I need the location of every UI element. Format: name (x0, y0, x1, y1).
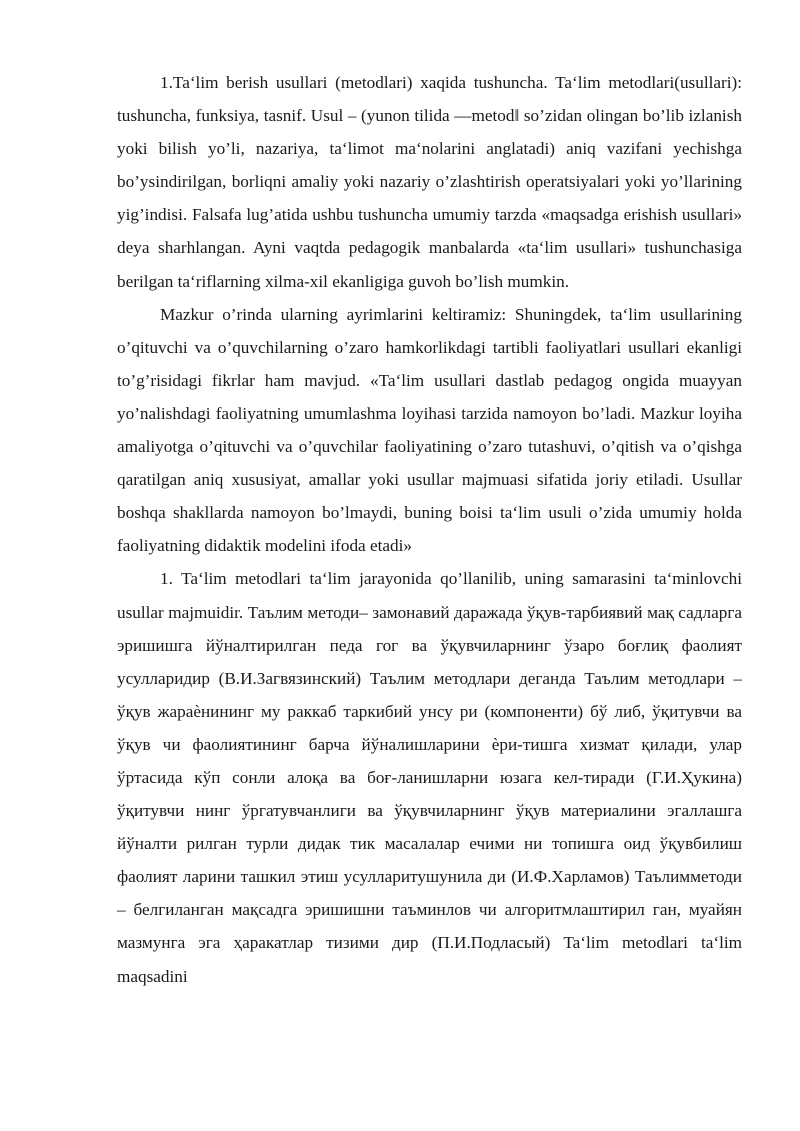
paragraph-methods: 1. Ta‘lim metodlari ta‘lim jarayonida qo’llanilib, uning samarasini ta‘minlovchi usullar majmuidir. Таълим методи– замонавий даражада ўқув-тарбиявий мақ садларга эришишга йўналтирилган педа гог ва ўқувчиларнинг ўзаро боғлиқ фаолият усулларидир (В.И.Загвязинский) Таълим методлари деганда Таълим методлари – ўқув жараѐнининг му раккаб таркибий унсу ри (компоненти) бў либ, ўқитувчи ва ўқув чи фаолиятининг барча йўналишларини ѐри-тишга хизмат қилади, улар ўртасида кўп сонли алоқа ва боғ-ланишларни юзага кел-тиради (Г.И.Ҳукина) ўқитувчи нинг ўргатувчанлиги ва ўқувчиларнинг ўқув материалини эгаллашга йўналти рилган турли дидак тик масалалар ечими ни топишга оид ўқувбилиш фаолият ларини ташкил этиш усулларитушунила ди (И.Ф.Харламов) Таълимметоди – белгиланган мақсадга эришишни таъминлов чи алгоритмлаштирил ган, муайян мазмунга эга ҳаракатлар тизими дир (П.И.Подласый) Ta‘lim metodlari ta‘lim maqsadini (117, 569, 742, 986)
document-page (117, 66, 742, 993)
paragraph-intro: 1.Ta‘lim berish usullari (metodlari) xaqida tushuncha. Ta‘lim metodlari(usullari): tushuncha, funksiya, tasnif. Usul – (yunon tilida ―metod‖ so’zidan olingan bo’lib izlanish yoki bilish yo’li, nazariya, ta‘limot ma‘nolarini anglatadi) aniq vazifani yechishga bo’ysindirilgan, borliqni amaliy yoki nazariy o’zlashtirish operatsiyalari yoki yo’llarining yig’indisi. Falsafa lug’atida ushbu tushuncha umumiy tarzda «maqsadga erishish usullari» deya sharhlangan. Ayni vaqtda pedagogik manbalarda «ta‘lim usullari» tushunchasiga berilgan ta‘riflarning xilma-xil ekanligiga guvoh bo’lish mumkin. (117, 73, 742, 291)
paragraph-definitions: Mazkur o’rinda ularning ayrimlarini keltiramiz: Shuningdek, ta‘lim usullarining o’qituvchi va o’quvchilarning o’zaro hamkorlikdagi tartibli faoliyatlari usullari ekanligi to’g’risidagi fikrlar ham mavjud. «Ta‘lim usullari dastlab pedagog ongida muayyan yo’nalishdagi faoliyatning umumlashma loyihasi tarzida namoyon bo’ladi. Mazkur loyiha amaliyotga o’qituvchi va o’quvchilar faoliyatining o’zaro tutashuvi, o’qitish va o’qishga qaratilgan aniq xususiyat, amallar yoki usullar majmuasi sifatida joriy etiladi. Usullar boshqa shakllarda namoyon bo’lmaydi, buning boisi ta‘lim usuli o’zida umumiy holda faoliyatning didaktik modelini ifoda etadi» (117, 304, 742, 556)
